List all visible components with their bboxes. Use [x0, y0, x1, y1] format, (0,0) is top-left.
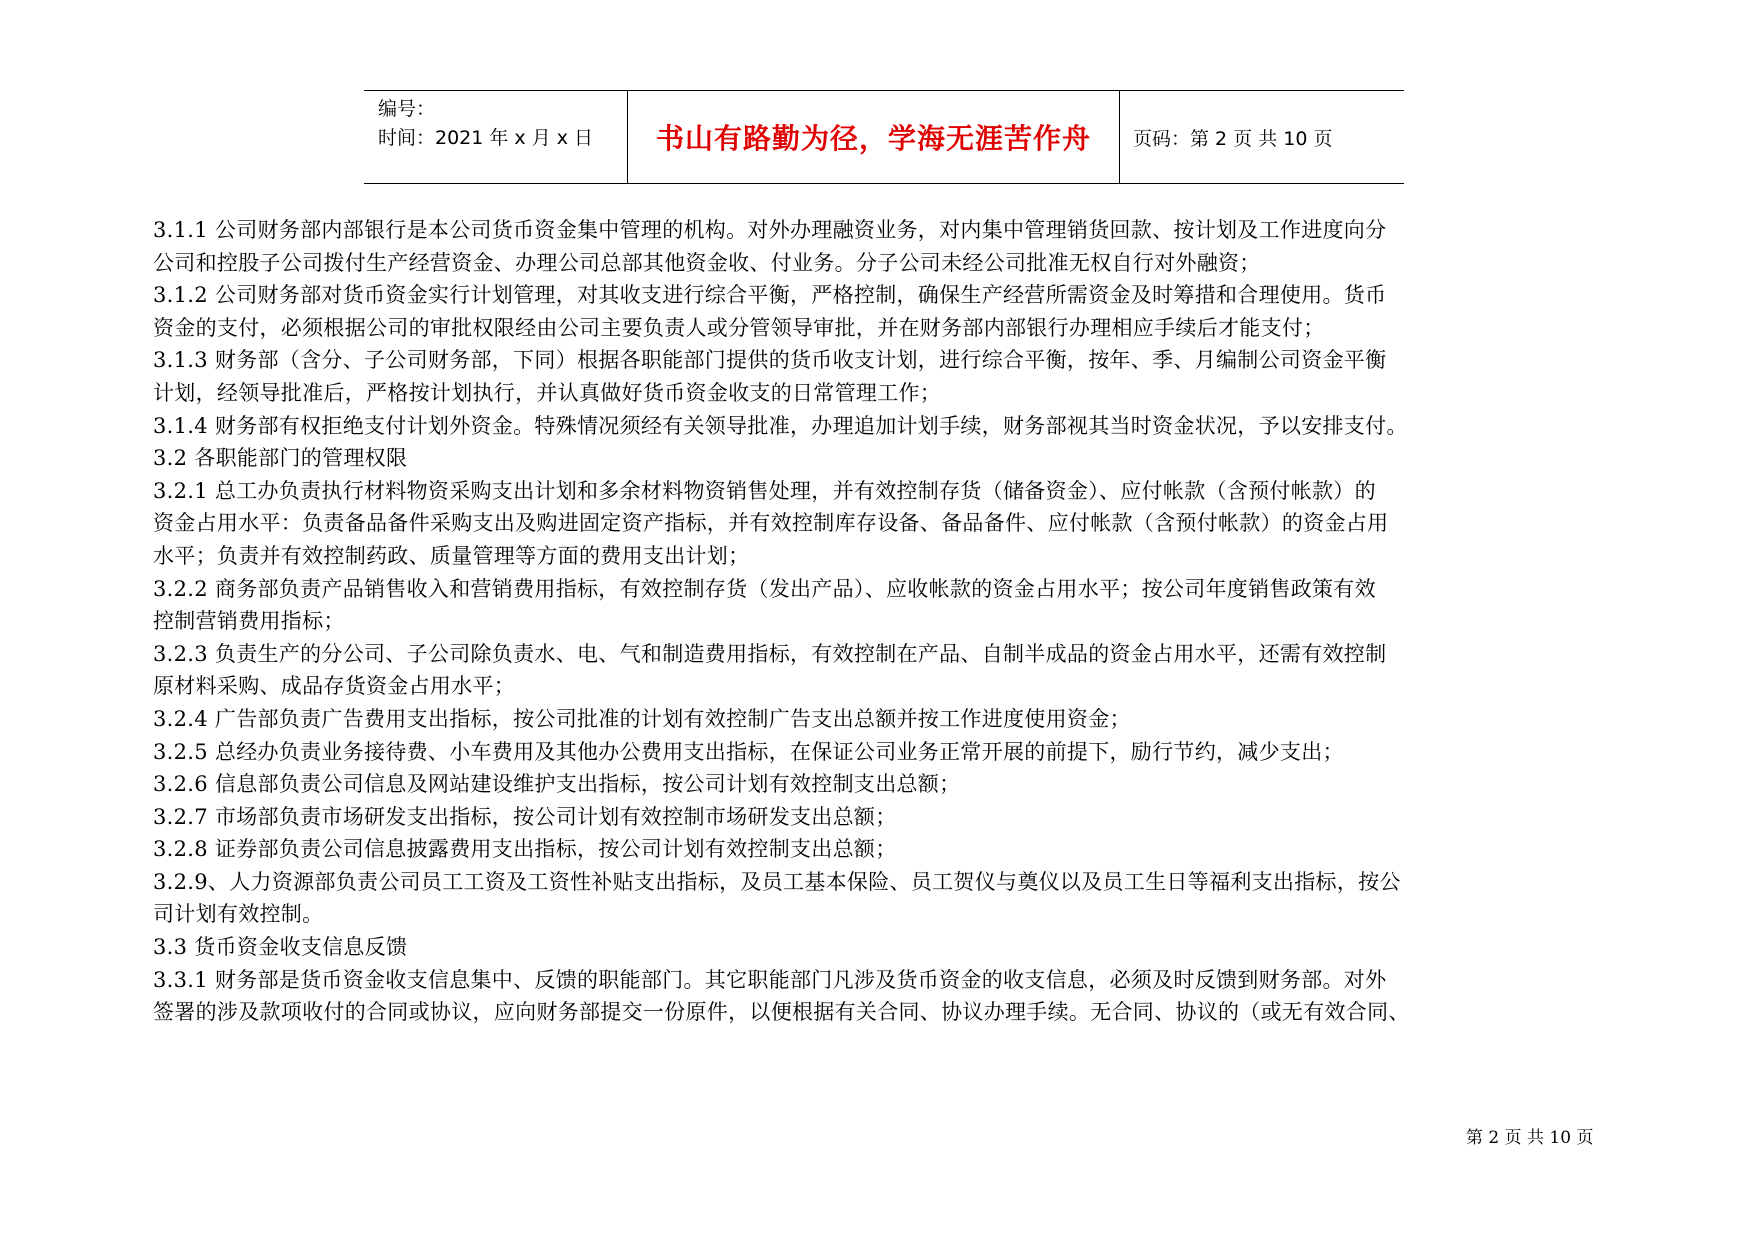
body-line: 3.2.1 总工办负责执行材料物资采购支出计划和多余材料物资销售处理，并有效控制存货（储备资金）、应付帐款（含预付帐款）的 — [153, 478, 1376, 503]
header-motto: 书山有路勤为径，学海无涯苦作舟 — [628, 91, 1120, 183]
body-line: 3.3 货币资金收支信息反馈 — [153, 935, 408, 960]
document-number-label: 编号： — [378, 98, 436, 120]
document-date-label: 时间：2021 年 x 月 x 日 — [378, 127, 594, 149]
body-line: 控制营销费用指标； — [153, 609, 345, 634]
body-line: 3.1.3 财务部（含分、子公司财务部，下同）根据各职能部门提供的货币收支计划，进行综合平衡，按年、季、月编制公司资金平衡 — [153, 348, 1387, 373]
body-line: 3.2 各职能部门的管理权限 — [153, 446, 408, 471]
body-line: 水平；负责并有效控制药政、质量管理等方面的费用支出计划； — [153, 543, 750, 568]
document-header — [364, 90, 1404, 184]
body-line: 司计划有效控制。 — [153, 902, 324, 927]
header-meta-cell — [364, 91, 628, 183]
body-line: 3.2.7 市场部负责市场研发支出指标，按公司计划有效控制市场研发支出总额； — [153, 804, 897, 829]
body-line: 资金占用水平：负责备品备件采购支出及购进固定资产指标，并有效控制库存设备、备品备件、应付帐款（含预付帐款）的资金占用 — [153, 511, 1389, 536]
body-line: 3.1.1 公司财务部内部银行是本公司货币资金集中管理的机构。对外办理融资业务，对内集中管理销货回款、按计划及工作进度向分 — [153, 218, 1387, 242]
body-line: 3.2.5 总经办负责业务接待费、小车费用及其他办公费用支出指标，在保证公司业务正常开展的前提下，励行节约，减少支出； — [153, 739, 1344, 764]
body-line: 3.2.8 证券部负责公司信息披露费用支出指标，按公司计划有效控制支出总额； — [153, 837, 897, 862]
body-line: 计划，经领导批准后，严格按计划执行，并认真做好货币资金收支的日常管理工作； — [153, 380, 942, 405]
document-body — [153, 214, 1633, 1029]
body-line: 3.2.2 商务部负责产品销售收入和营销费用指标，有效控制存货（发出产品）、应收帐款的资金占用水平；按公司年度销售政策有效 — [153, 576, 1376, 601]
body-line: 3.2.4 广告部负责广告费用支出指标，按公司批准的计划有效控制广告支出总额并按工作进度使用资金； — [153, 706, 1131, 731]
body-line: 3.3.1 财务部是货币资金收支信息集中、反馈的职能部门。其它职能部门凡涉及货币资金的收支信息，必须及时反馈到财务部。对外 — [153, 967, 1387, 992]
body-line: 公司和控股子公司拨付生产经营资金、办理公司总部其他资金收、付业务。分子公司未经公司批准无权自行对外融资； — [153, 250, 1261, 275]
body-line: 签署的涉及款项收付的合同或协议，应向财务部提交一份原件，以便根据有关合同、协议办理手续。无合同、协议的（或无有效合同、 — [153, 1000, 1410, 1025]
body-line: 3.2.3 负责生产的分公司、子公司除负责水、电、气和制造费用指标，有效控制在产品、自制半成品的资金占用水平，还需有效控制 — [153, 641, 1387, 666]
body-line: 资金的支付，必须根据公司的审批权限经由公司主要负责人或分管领导审批，并在财务部内部银行办理相应手续后才能支付； — [153, 315, 1325, 340]
body-line: 3.1.4 财务部有权拒绝支付计划外资金。特殊情况须经有关领导批准，办理追加计划手续，财务部视其当时资金状况，予以安排支付。 — [153, 413, 1408, 438]
body-line: 3.2.9、人力资源部负责公司员工工资及工资性补贴支出指标，及员工基本保险、员工贺仪与奠仪以及员工生日等福利支出指标，按公 — [153, 869, 1401, 894]
body-line: 3.1.2 公司财务部对货币资金实行计划管理，对其收支进行综合平衡，严格控制，确保生产经营所需资金及时筹措和合理使用。货币 — [153, 283, 1387, 308]
body-line: 3.2.6 信息部负责公司信息及网站建设维护支出指标，按公司计划有效控制支出总额； — [153, 772, 961, 797]
footer-page-number: 第 2 页 共 10 页 — [1466, 1128, 1594, 1148]
body-line: 原材料采购、成品存货资金占用水平； — [153, 674, 516, 699]
header-page-number: 页码：第 2 页 共 10 页 — [1133, 127, 1333, 150]
